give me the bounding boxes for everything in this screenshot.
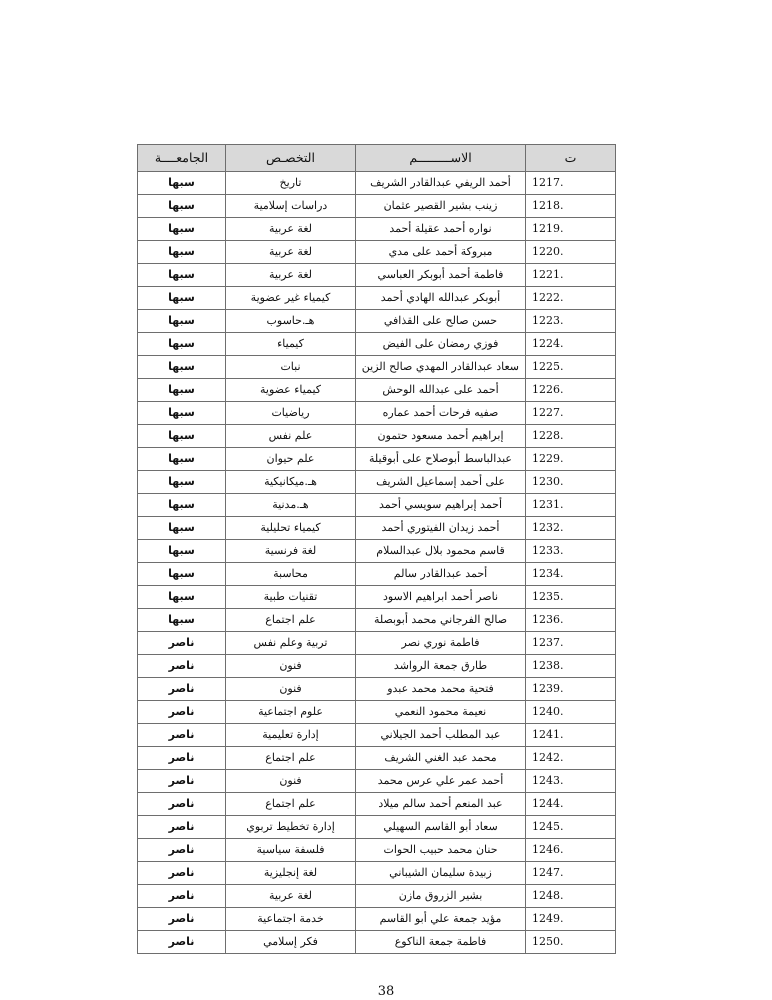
table-row [138, 379, 616, 402]
row-number: 1242. [526, 747, 616, 770]
row-specialization: فنون [226, 678, 356, 701]
row-specialization: فكر إسلامي [226, 931, 356, 954]
row-university: سبها [138, 195, 226, 218]
row-specialization: فنون [226, 770, 356, 793]
row-name: فاطمة أحمد أبوبكر العباسي [356, 264, 526, 287]
row-university: سبها [138, 471, 226, 494]
row-university: سبها [138, 586, 226, 609]
header-university: الجامعــــة [138, 145, 226, 172]
row-specialization: هـ.حاسوب [226, 310, 356, 333]
row-university: ناصر [138, 793, 226, 816]
table-row [138, 172, 616, 195]
table-row [138, 747, 616, 770]
row-university: ناصر [138, 678, 226, 701]
table-row [138, 586, 616, 609]
row-name: أحمد إبراهيم سويسي أحمد [356, 494, 526, 517]
row-specialization: فلسفة سياسية [226, 839, 356, 862]
row-name: أحمد الريفي عبدالقادر الشريف [356, 172, 526, 195]
row-specialization: لغة عربية [226, 885, 356, 908]
row-university: سبها [138, 333, 226, 356]
row-specialization: فنون [226, 655, 356, 678]
row-university: سبها [138, 264, 226, 287]
row-specialization: رياضيات [226, 402, 356, 425]
row-name: عبد المطلب أحمد الجيلاني [356, 724, 526, 747]
row-name: فاطمة جمعة الناكوع [356, 931, 526, 954]
row-university: سبها [138, 609, 226, 632]
table-header [138, 145, 616, 172]
row-university: ناصر [138, 862, 226, 885]
row-specialization: تربية وعلم نفس [226, 632, 356, 655]
row-number: 1239. [526, 678, 616, 701]
table-row [138, 402, 616, 425]
table-row [138, 885, 616, 908]
row-specialization: تقنيات طبية [226, 586, 356, 609]
table-row [138, 287, 616, 310]
row-number: 1232. [526, 517, 616, 540]
table-row [138, 816, 616, 839]
row-university: ناصر [138, 885, 226, 908]
table-row [138, 678, 616, 701]
row-number: 1247. [526, 862, 616, 885]
row-university: سبها [138, 563, 226, 586]
row-name: طارق جمعة الرواشد [356, 655, 526, 678]
row-name: حنان محمد حبيب الحوات [356, 839, 526, 862]
row-university: ناصر [138, 655, 226, 678]
row-specialization: خدمة اجتماعية [226, 908, 356, 931]
row-university: ناصر [138, 908, 226, 931]
graduates-table [137, 144, 616, 954]
row-number: 1231. [526, 494, 616, 517]
table-row [138, 241, 616, 264]
row-specialization: كيمياء عضوية [226, 379, 356, 402]
row-number: 1248. [526, 885, 616, 908]
row-name: فتحية محمد محمد عبدو [356, 678, 526, 701]
header-name: الاســـــــــم [356, 145, 526, 172]
row-number: 1246. [526, 839, 616, 862]
row-university: سبها [138, 494, 226, 517]
row-name: نواره أحمد عقيلة أحمد [356, 218, 526, 241]
header-specialization: التخصـص [226, 145, 356, 172]
row-university: ناصر [138, 839, 226, 862]
row-university: ناصر [138, 816, 226, 839]
row-name: فوزي رمضان على الفيض [356, 333, 526, 356]
row-university: سبها [138, 540, 226, 563]
row-university: سبها [138, 241, 226, 264]
row-specialization: إدارة تخطيط تربوي [226, 816, 356, 839]
row-name: مبروكة أحمد على مدي [356, 241, 526, 264]
table-row [138, 333, 616, 356]
row-number: 1227. [526, 402, 616, 425]
row-university: ناصر [138, 724, 226, 747]
row-name: قاسم محمود بلال عبدالسلام [356, 540, 526, 563]
table-row [138, 655, 616, 678]
row-number: 1233. [526, 540, 616, 563]
row-specialization: محاسبة [226, 563, 356, 586]
table-row [138, 494, 616, 517]
row-university: سبها [138, 172, 226, 195]
table-body [138, 172, 616, 954]
row-specialization: إدارة تعليمية [226, 724, 356, 747]
row-university: سبها [138, 425, 226, 448]
table-row [138, 356, 616, 379]
row-number: 1234. [526, 563, 616, 586]
table-row [138, 218, 616, 241]
row-university: ناصر [138, 931, 226, 954]
row-number: 1217. [526, 172, 616, 195]
header-row [138, 145, 616, 172]
row-number: 1225. [526, 356, 616, 379]
row-university: سبها [138, 218, 226, 241]
row-name: أحمد عبدالقادر سالم [356, 563, 526, 586]
table-row [138, 310, 616, 333]
row-university: سبها [138, 356, 226, 379]
row-specialization: كيمياء غير عضوية [226, 287, 356, 310]
row-specialization: علم اجتماع [226, 609, 356, 632]
row-name: زبيدة سليمان الشيباني [356, 862, 526, 885]
row-specialization: دراسات إسلامية [226, 195, 356, 218]
row-number: 1249. [526, 908, 616, 931]
table-row [138, 793, 616, 816]
table-row [138, 448, 616, 471]
table-row [138, 862, 616, 885]
row-number: 1224. [526, 333, 616, 356]
row-name: حسن صالح على القذافي [356, 310, 526, 333]
row-specialization: لغة عربية [226, 264, 356, 287]
row-specialization: علم اجتماع [226, 747, 356, 770]
table-row [138, 931, 616, 954]
page-number: 38 [377, 984, 395, 999]
row-specialization: لغة عربية [226, 241, 356, 264]
row-specialization: كيمياء [226, 333, 356, 356]
row-specialization: لغة فرنسية [226, 540, 356, 563]
row-name: عبدالباسط أبوصلاح على أبوقيلة [356, 448, 526, 471]
table-row [138, 195, 616, 218]
row-number: 1226. [526, 379, 616, 402]
row-specialization: علم اجتماع [226, 793, 356, 816]
row-university: سبها [138, 402, 226, 425]
row-specialization: كيمياء تحليلية [226, 517, 356, 540]
row-number: 1237. [526, 632, 616, 655]
row-university: سبها [138, 379, 226, 402]
table-row [138, 632, 616, 655]
row-specialization: نبات [226, 356, 356, 379]
row-name: أحمد زيدان الفيتوري أحمد [356, 517, 526, 540]
row-university: ناصر [138, 701, 226, 724]
table-row [138, 839, 616, 862]
table-row [138, 540, 616, 563]
row-number: 1238. [526, 655, 616, 678]
row-specialization: هـ.ميكانيكية [226, 471, 356, 494]
row-university: سبها [138, 517, 226, 540]
row-name: ناصر أحمد ابراهيم الاسود [356, 586, 526, 609]
row-name: سعاد عبدالقادر المهدي صالح الزين [356, 356, 526, 379]
row-university: سبها [138, 287, 226, 310]
row-number: 1223. [526, 310, 616, 333]
row-name: زينب بشير القصير عثمان [356, 195, 526, 218]
row-specialization: تاريخ [226, 172, 356, 195]
table-row [138, 609, 616, 632]
row-number: 1243. [526, 770, 616, 793]
row-specialization: علم نفس [226, 425, 356, 448]
row-name: فاطمة نوري نصر [356, 632, 526, 655]
row-number: 1245. [526, 816, 616, 839]
row-university: سبها [138, 310, 226, 333]
row-number: 1221. [526, 264, 616, 287]
row-number: 1240. [526, 701, 616, 724]
row-name: مؤيد جمعة علي أبو القاسم [356, 908, 526, 931]
row-name: نعيمة محمود النعمي [356, 701, 526, 724]
row-number: 1222. [526, 287, 616, 310]
row-name: أحمد على عبدالله الوحش [356, 379, 526, 402]
row-university: ناصر [138, 632, 226, 655]
table-row [138, 425, 616, 448]
table-row [138, 701, 616, 724]
row-name: بشير الزروق مازن [356, 885, 526, 908]
row-specialization: لغة عربية [226, 218, 356, 241]
table-row [138, 770, 616, 793]
row-specialization: لغة إنجليزية [226, 862, 356, 885]
row-number: 1228. [526, 425, 616, 448]
row-name: سعاد أبو القاسم السهيلي [356, 816, 526, 839]
row-number: 1218. [526, 195, 616, 218]
row-number: 1229. [526, 448, 616, 471]
row-number: 1235. [526, 586, 616, 609]
table-row [138, 264, 616, 287]
row-university: ناصر [138, 770, 226, 793]
row-number: 1236. [526, 609, 616, 632]
row-university: ناصر [138, 747, 226, 770]
row-name: على أحمد إسماعيل الشريف [356, 471, 526, 494]
row-name: إبراهيم أحمد مسعود حتمون [356, 425, 526, 448]
row-number: 1244. [526, 793, 616, 816]
table-row [138, 908, 616, 931]
row-number: 1219. [526, 218, 616, 241]
table-row [138, 471, 616, 494]
table-row [138, 724, 616, 747]
row-specialization: هـ.مدنية [226, 494, 356, 517]
table-row [138, 517, 616, 540]
row-number: 1250. [526, 931, 616, 954]
row-specialization: علوم اجتماعية [226, 701, 356, 724]
row-specialization: علم حيوان [226, 448, 356, 471]
table-row [138, 563, 616, 586]
row-name: صفيه فرحات أحمد عماره [356, 402, 526, 425]
row-name: أبوبكر عبدالله الهادي أحمد [356, 287, 526, 310]
row-name: عبد المنعم أحمد سالم ميلاد [356, 793, 526, 816]
row-name: أحمد عمر علي عرس محمد [356, 770, 526, 793]
row-name: صالح الفرجاني محمد أبوبصلة [356, 609, 526, 632]
row-name: محمد عبد الغني الشريف [356, 747, 526, 770]
row-number: 1241. [526, 724, 616, 747]
row-university: سبها [138, 448, 226, 471]
row-number: 1220. [526, 241, 616, 264]
row-number: 1230. [526, 471, 616, 494]
header-number: ت [526, 145, 616, 172]
